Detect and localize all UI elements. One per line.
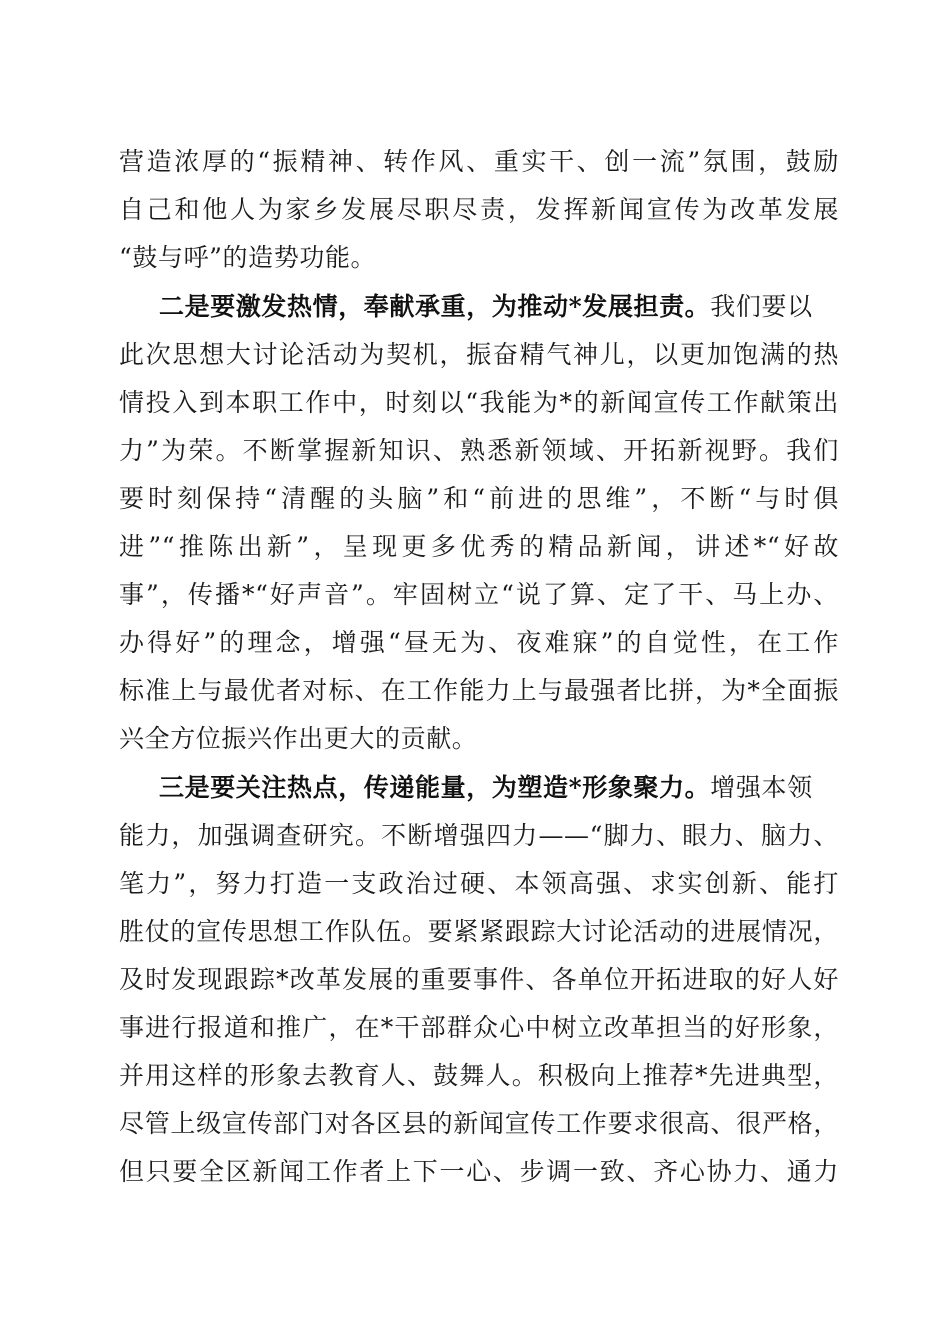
text-line: 但只要全区新闻工作者上下一心、步调一致、齐心协力、通力 [119, 1157, 839, 1186]
text-line: 事进行报道和推广，在*干部群众心中树立改革担当的好形象， [119, 1013, 839, 1042]
text-line: 并用这样的形象去教育人、鼓舞人。积极向上推荐*先进典型， [119, 1061, 839, 1090]
text-span: 增强本领 [710, 773, 813, 802]
paragraph-lead-heading: 二是要激发热情，奉献承重，为推动*发展担责。 [159, 292, 711, 321]
text-line: 笔力”，努力打造一支政治过硬、本领高强、求实创新、能打 [119, 869, 839, 898]
text-line: 此次思想大讨论活动为契机，振奋精气神儿，以更加饱满的热 [119, 340, 839, 369]
paragraph-lead-heading: 三是要关注热点，传递能量，为塑造*形象聚力。 [159, 773, 711, 802]
text-line: 进”“推陈出新”，呈现更多优秀的精品新闻，讲述*“好故 [119, 532, 839, 561]
text-line: 要时刻保持“清醒的头脑”和“前进的思维”，不断“与时俱 [119, 484, 839, 513]
paragraph-line-two [159, 285, 839, 329]
text-line: 及时发现跟踪*改革发展的重要事件、各单位开拓进取的好人好 [119, 965, 839, 994]
text-line: 尽管上级宣传部门对各区县的新闻宣传工作要求很高、很严格， [119, 1109, 839, 1138]
paragraph-line-three [159, 766, 839, 810]
text-line: 营造浓厚的“振精神、转作风、重实干、创一流”氛围，鼓励 [119, 147, 839, 176]
text-line: 办得好”的理念，增强“昼无为、夜难寐”的自觉性，在工作 [119, 628, 839, 657]
text-line: 力”为荣。不断掌握新知识、熟悉新领域、开拓新视野。我们 [119, 436, 839, 465]
text-line: 事”，传播*“好声音”。牢固树立“说了算、定了干、马上办、 [119, 580, 839, 609]
text-line: 能力，加强调查研究。不断增强四力——“脚力、眼力、脑力、 [119, 821, 839, 850]
text-line: 胜仗的宣传思想工作队伍。要紧紧跟踪大讨论活动的进展情况， [119, 917, 839, 946]
text-line: “鼓与呼”的造势功能。 [119, 243, 377, 272]
text-span: 我们要以 [710, 292, 813, 321]
text-line: 标准上与最优者对标、在工作能力上与最强者比拼，为*全面振 [119, 676, 839, 705]
text-line: 自己和他人为家乡发展尽职尽责，发挥新闻宣传为改革发展 [119, 195, 839, 224]
text-line: 兴全方位振兴作出更大的贡献。 [119, 724, 478, 753]
text-line: 情投入到本职工作中，时刻以“我能为*的新闻宣传工作献策出 [119, 388, 839, 417]
